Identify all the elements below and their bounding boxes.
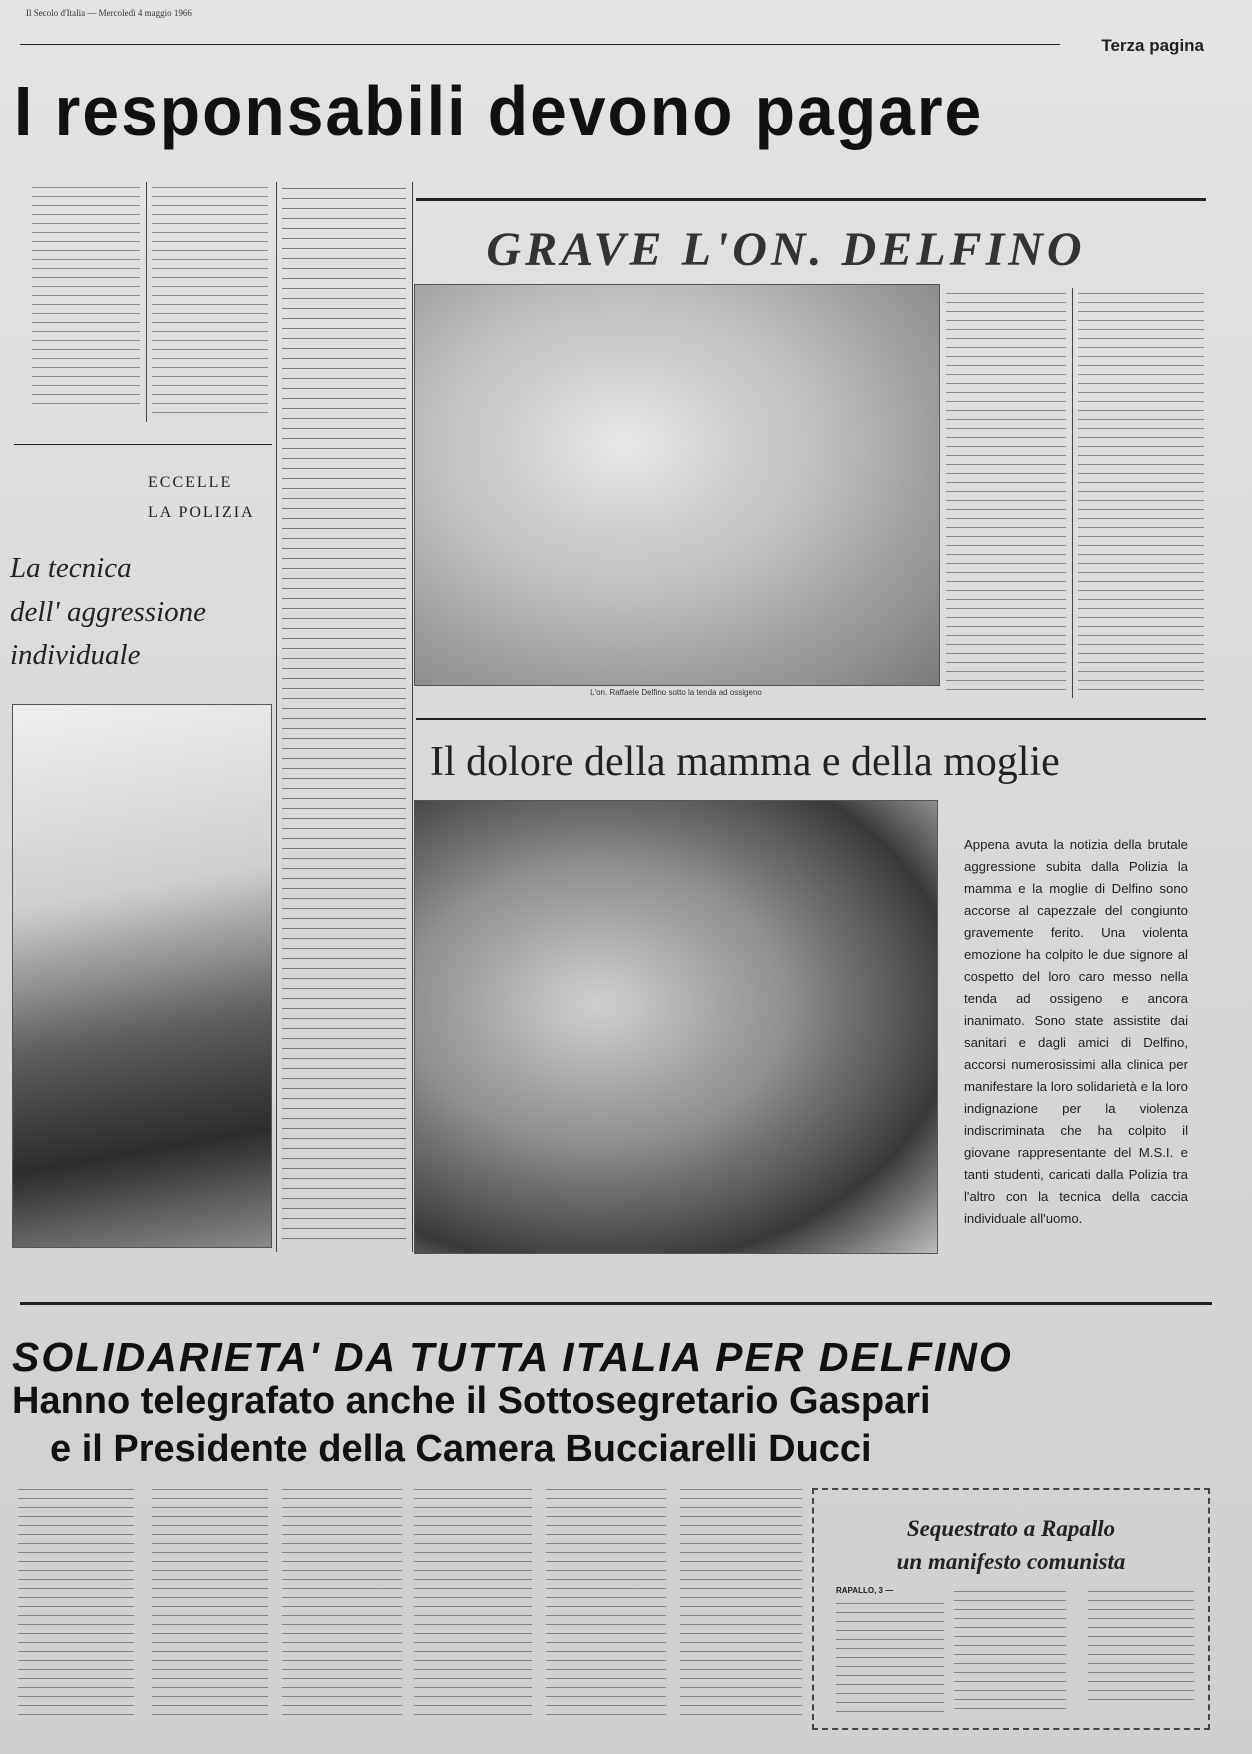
delfino-headline: GRAVE L'ON. DELFINO	[486, 223, 1086, 276]
kicker-eccelle: ECCELLE	[148, 474, 233, 491]
subhead-line: dell' aggressione	[10, 596, 207, 628]
box-rule	[14, 444, 272, 445]
kicker-polizia: LA POLIZIA	[148, 504, 255, 521]
article-column	[18, 1484, 134, 1720]
rapallo-dateline: RAPALLO, 3 —	[836, 1586, 894, 1595]
article-column	[836, 1598, 944, 1716]
solidarieta-headline: SOLIDARIETA' DA TUTTA ITALIA PER DELFINO	[12, 1334, 1013, 1380]
section-rule	[20, 1302, 1212, 1305]
article-column	[546, 1484, 666, 1720]
section-rule	[416, 198, 1206, 201]
rapallo-headline-line1: Sequestrato a Rapallo	[906, 1516, 1116, 1541]
delfino-photo	[414, 284, 940, 686]
article-column	[1078, 288, 1204, 698]
women-photo	[414, 800, 938, 1254]
police-photo	[12, 704, 272, 1248]
column-divider	[1072, 288, 1073, 698]
dolore-headline: Il dolore della mamma e della moglie	[430, 739, 1060, 785]
column-divider	[146, 182, 147, 422]
dolore-body: Appena avuta la notizia della brutale aggressione subita dalla Polizia la mamma e la moglie di Delfino sono accorse al capezzale del congiunto gravemente ferito. Una violenta emozione ha colpito le due signore al cospetto del loro caro messo nella tenda ad ossigeno e ancora inanimato. Sono state assistite dai sanitari e dagli amici di Delfino, accorsi numerosissimi alla clinica per manifestare la loro solidarietà e la loro indignazione per la violenza indiscriminata che ha colpito il giovane rappresentante del M.S.I. e tanti studenti, caricati dalla Polizia tra l'altro con la tecnica della caccia individuale all'uomo.	[964, 837, 1188, 1226]
subhead-line: La tecnica	[10, 552, 132, 584]
telegram-headline-line1: Hanno telegrafato anche il Sottosegretario Gaspari	[12, 1380, 931, 1422]
article-column	[954, 1586, 1066, 1716]
article-column	[946, 288, 1066, 698]
article-column	[414, 1484, 532, 1720]
subhead-line: individuale	[10, 639, 141, 671]
article-column	[1088, 1586, 1194, 1706]
masthead-dateline: Il Secolo d'Italia — Mercoledì 4 maggio 1966	[26, 8, 192, 18]
telegram-headline-line2: e il Presidente della Camera Bucciarelli Ducci	[50, 1428, 872, 1470]
rapallo-headline	[812, 1512, 1210, 1578]
column-divider	[412, 182, 413, 1252]
rapallo-headline-line2: un manifesto comunista	[896, 1549, 1126, 1574]
article-column	[282, 182, 406, 1242]
section-rule	[416, 718, 1206, 720]
top-rule	[20, 44, 1060, 45]
photo-caption: L'on. Raffaele Delfino sotto la tenda ad ossigeno	[590, 688, 762, 697]
column-divider	[276, 182, 277, 1252]
main-headline: I responsabili devono pagare	[14, 72, 984, 150]
article-column	[32, 182, 140, 412]
article-column	[680, 1484, 802, 1720]
article-column	[282, 1484, 402, 1720]
article-column	[152, 1484, 268, 1720]
article-column	[152, 182, 268, 417]
section-label: Terza pagina	[1101, 36, 1204, 55]
